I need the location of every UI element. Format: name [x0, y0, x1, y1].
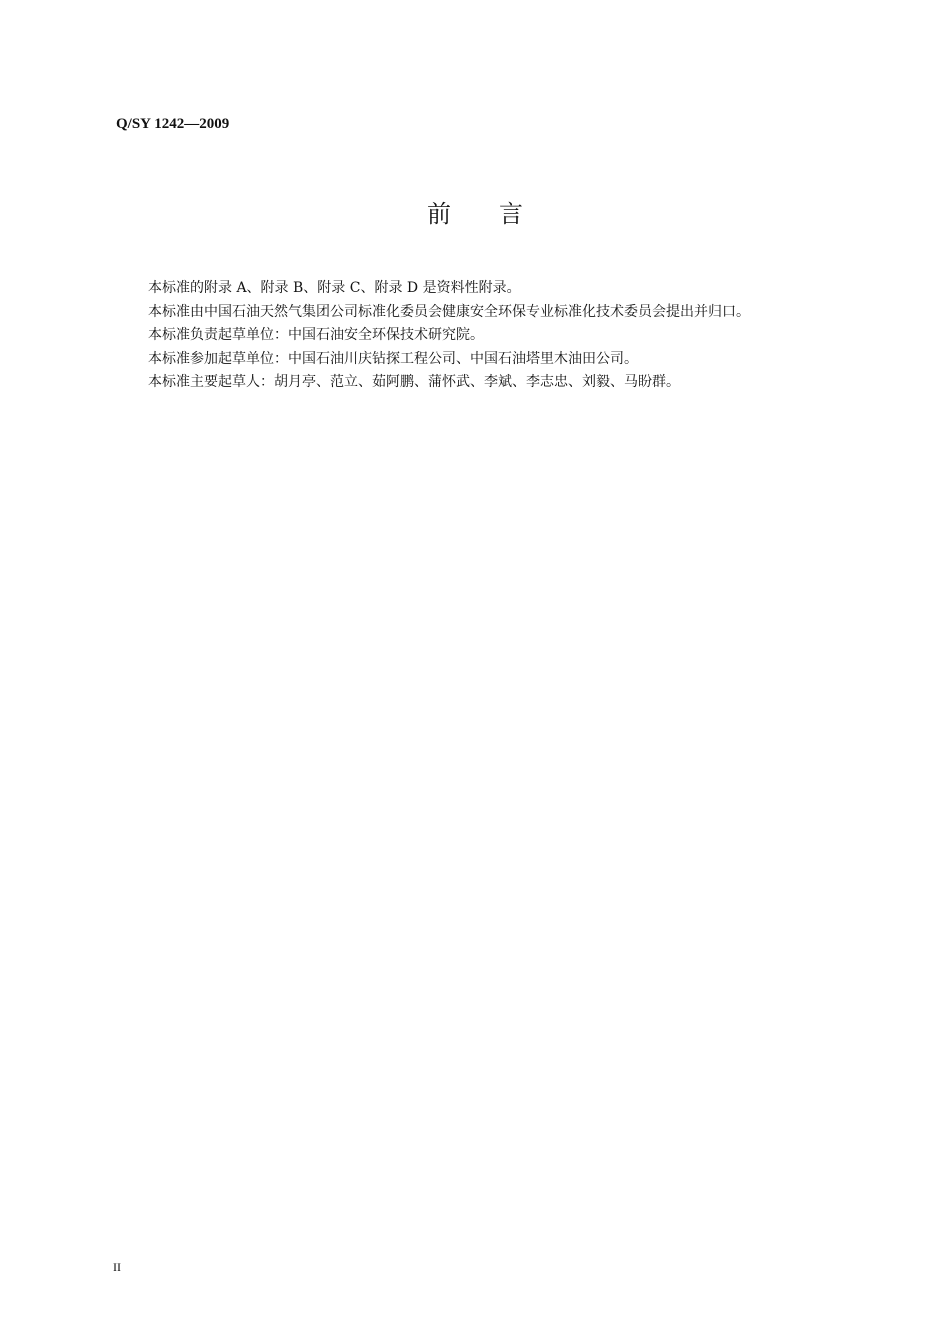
- paragraph-lead-drafter: 本标准负责起草单位：中国石油安全环保技术研究院。: [148, 327, 484, 343]
- paragraph-proposer: 本标准由中国石油天然气集团公司标准化委员会健康安全环保专业标准化技术委员会提出并归口。: [148, 303, 750, 320]
- foreword-body: [148, 277, 878, 395]
- paragraph-appendices: 本标准的附录 A、附录 B、附录 C、附录 D 是资料性附录。: [148, 280, 521, 296]
- paragraph-participating-drafters: 本标准参加起草单位：中国石油川庆钻探工程公司、中国石油塔里木油田公司。: [148, 350, 638, 367]
- paragraph-main-drafters: 本标准主要起草人：胡月亭、范立、茹阿鹏、蒲怀武、李斌、李志忠、刘毅、马盼群。: [148, 374, 680, 390]
- page-number: II: [113, 1260, 121, 1274]
- standard-code: Q/SY 1242—2009: [116, 116, 230, 132]
- page-title: 前 言: [427, 200, 523, 228]
